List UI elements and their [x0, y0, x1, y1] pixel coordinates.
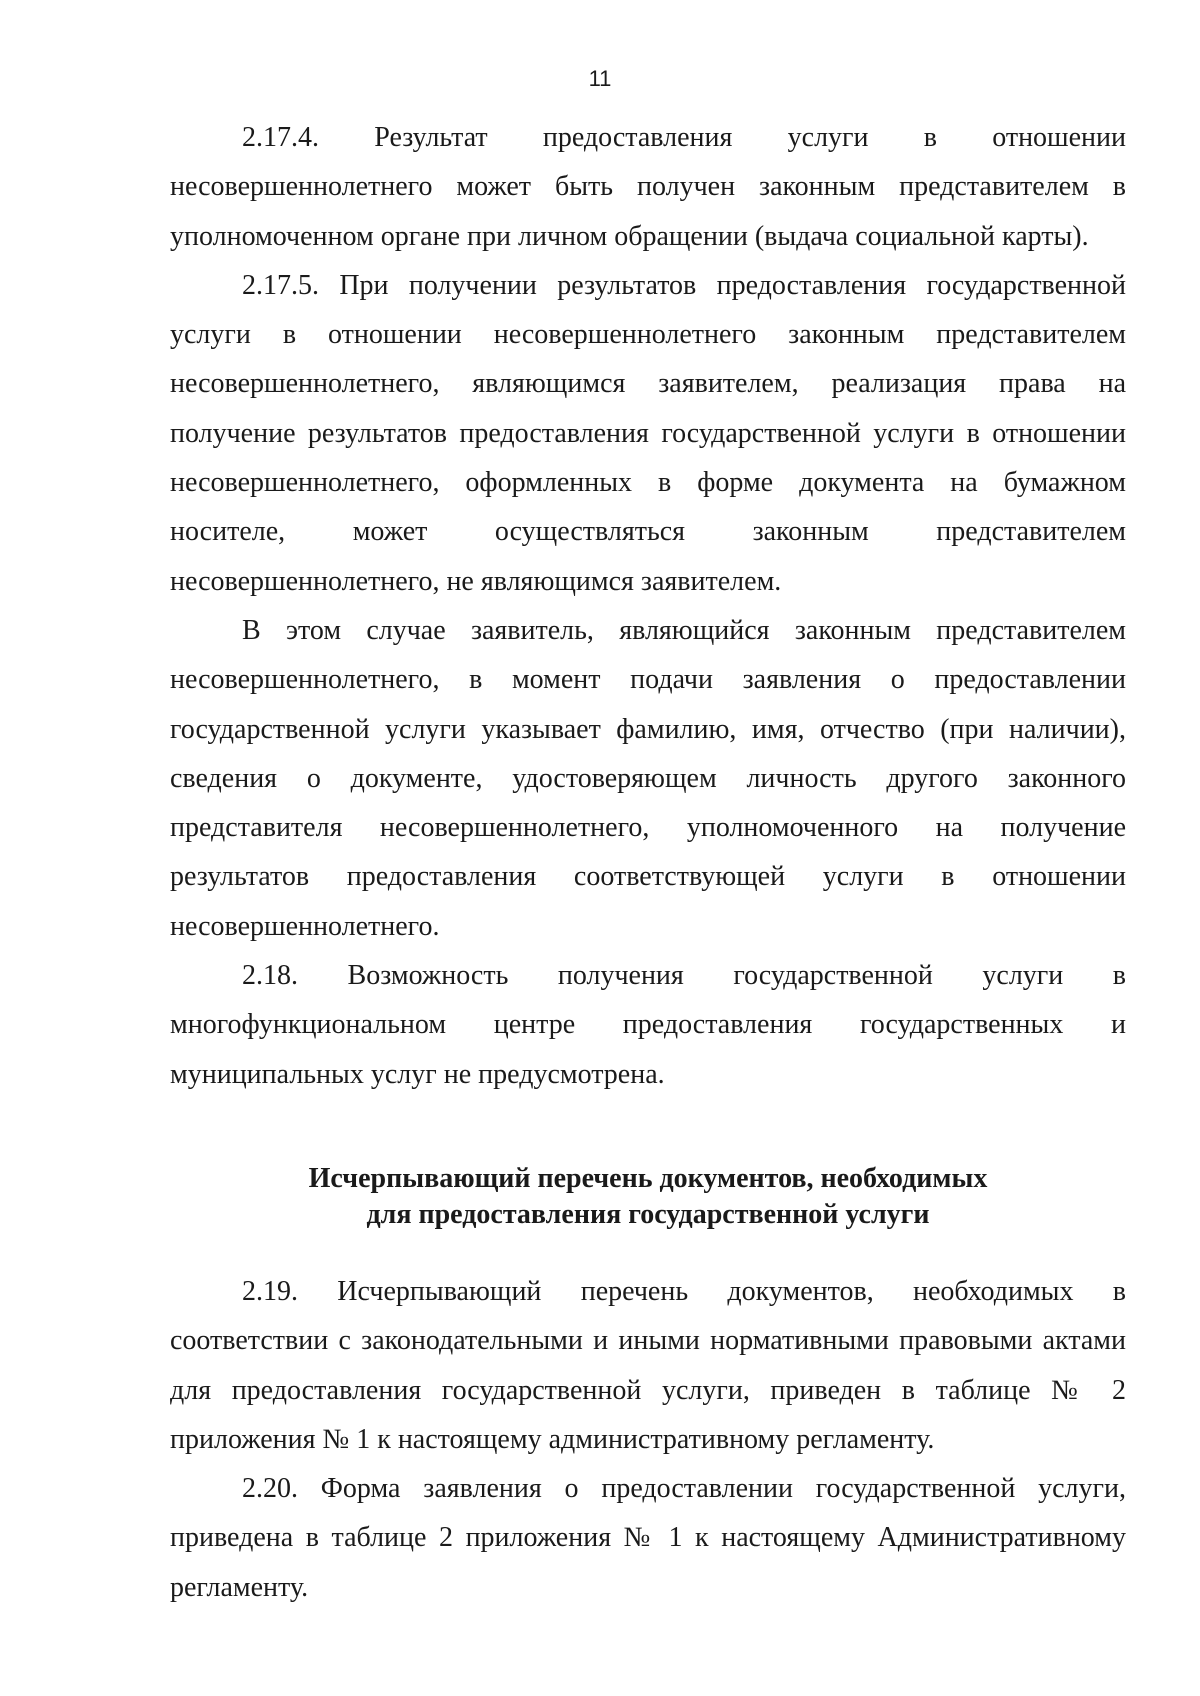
- paragraph-2-17-4: 2.17.4. Результат предоставления услуги в отношении несовершеннолетнего может быть получен законным представителем в уполномоченном органе при личном обращении (выдача социальной карты).: [170, 122, 1126, 252]
- section-heading-line-2: для предоставления государственной услуги: [366, 1198, 930, 1230]
- section-heading-line-1: Исчерпывающий перечень документов, необходимых: [308, 1162, 988, 1194]
- document-body: [170, 113, 1126, 1612]
- paragraph-2-17-5: 2.17.5. При получении результатов предоставления государственной услуги в отношении несовершеннолетнего законным представителем несовершеннолетнего, являющимся заявителем, реализация права на получение результатов предоставления государственной услуги в отношении несовершеннолетнего, оформленных в форме документа на бумажном носителе, может осуществляться законным представителем несовершеннолетнего, не являющимся заявителем.: [170, 269, 1126, 597]
- paragraph-2-20: 2.20. Форма заявления о предоставлении государственной услуги, приведена в таблице 2 приложения № 1 к настоящему Административному регламенту.: [170, 1473, 1126, 1603]
- page-number: 11: [588, 66, 612, 91]
- paragraph-2-19: 2.19. Исчерпывающий перечень документов, необходимых в соответствии с законодательными и иными нормативными правовыми актами для предоставления государственной услуги, приведен в таблице № 2 приложения № 1 к настоящему административному регламенту.: [170, 1275, 1126, 1455]
- paragraph-2-18: 2.18. Возможность получения государственной услуги в многофункциональном центре предоставления государственных и муниципальных услуг не предусмотрена.: [170, 960, 1126, 1090]
- paragraph-in-this-case: В этом случае заявитель, являющийся законным представителем несовершеннолетнего, в момент подачи заявления о предоставлении государственной услуги указывает фамилию, имя, отчество (при наличии), сведения о документе, удостоверяющем личность другого законного представителя несовершеннолетнего, уполномоченного на получение результатов предоставления соответствующей услуги в отношении несовершеннолетнего.: [170, 614, 1126, 942]
- section-heading: [170, 1161, 1126, 1233]
